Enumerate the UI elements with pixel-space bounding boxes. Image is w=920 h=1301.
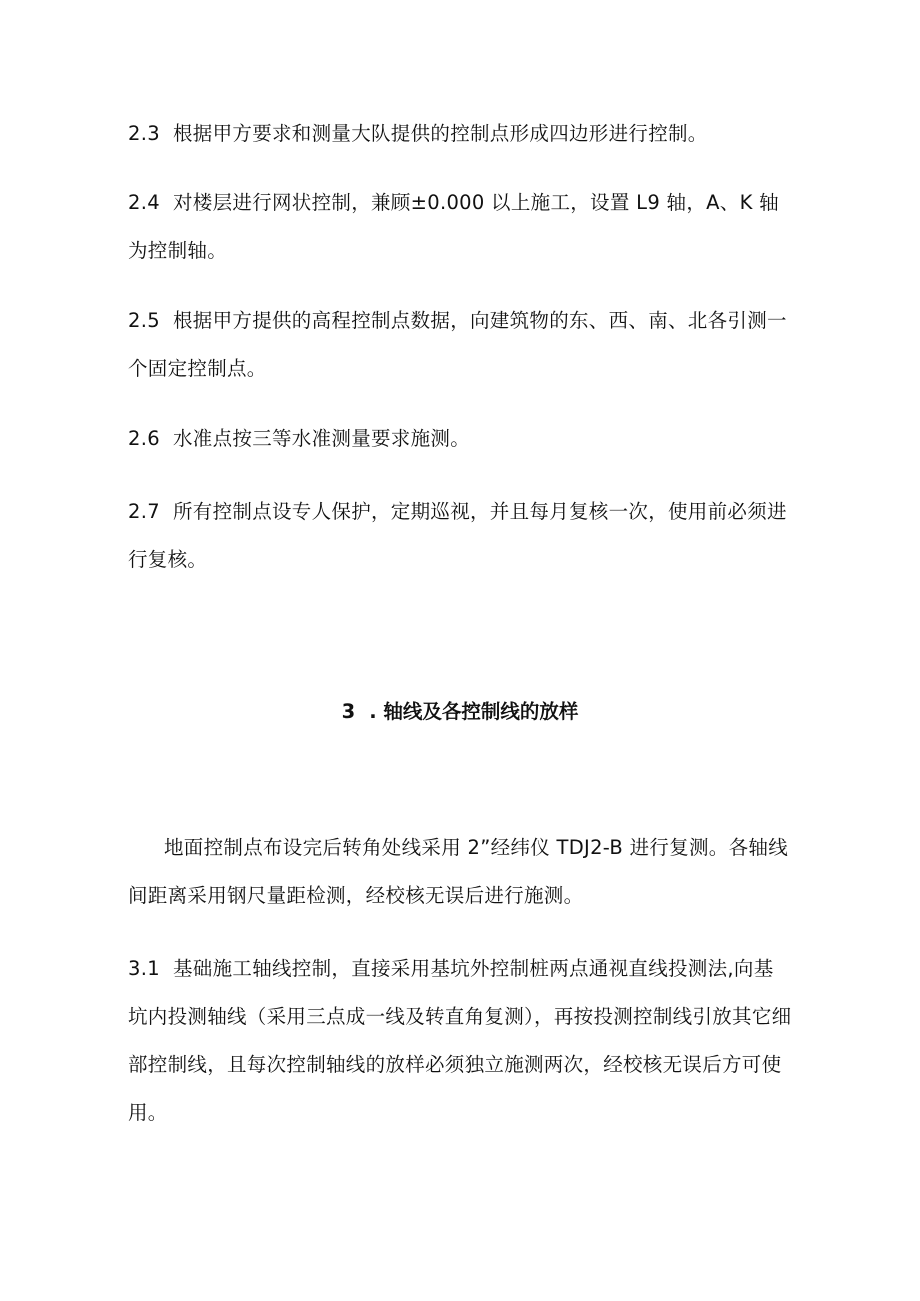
item-text: 水准点按三等水准测量要求施测。: [173, 427, 471, 450]
section-title: . 轴线及各控制线的放样: [369, 700, 579, 723]
item-number: 2.3: [128, 122, 160, 145]
paragraph-2-7: [128, 488, 792, 584]
item-number: 3.1: [128, 957, 160, 980]
paragraph-2-5: [128, 297, 792, 393]
item-number: 2.5: [128, 309, 160, 332]
item-text: 根据甲方要求和测量大队提供的控制点形成四边形进行控制。: [173, 122, 708, 145]
paragraph-3-1: [128, 945, 792, 1137]
paragraph-2-3: [128, 110, 792, 158]
item-number: 2.6: [128, 427, 160, 450]
item-text: 基础施工轴线控制，直接采用基坑外控制桩两点通视直线投测法,向基坑内投测轴线（采用三点成一线及转直角复测），再按投测控制线引放其它细部控制线，且每次控制轴线的放样必须独立施测两次，经校核无误后方可使用。: [128, 957, 792, 1124]
intro-paragraph: 地面控制点布设完后转角处线采用 2”经纬仪 TDJ2-B 进行复测。各轴线间距离采用钢尺量距检测，经校核无误后进行施测。: [128, 836, 789, 907]
item-number: 2.4: [128, 191, 160, 214]
paragraph-2-4: [128, 179, 792, 275]
section-number: 3: [341, 700, 356, 723]
paragraph-2-6: [128, 415, 792, 463]
item-text: 根据甲方提供的高程控制点数据，向建筑物的东、西、南、北各引测一个固定控制点。: [128, 309, 787, 380]
section-heading: [0, 697, 920, 727]
item-text: 对楼层进行网状控制，兼顾±0.000 以上施工，设置 L9 轴，A、K 轴为控制轴。: [128, 191, 779, 262]
item-text: 所有控制点设专人保护，定期巡视，并且每月复核一次，使用前必须进行复核。: [128, 500, 787, 571]
item-number: 2.7: [128, 500, 160, 523]
